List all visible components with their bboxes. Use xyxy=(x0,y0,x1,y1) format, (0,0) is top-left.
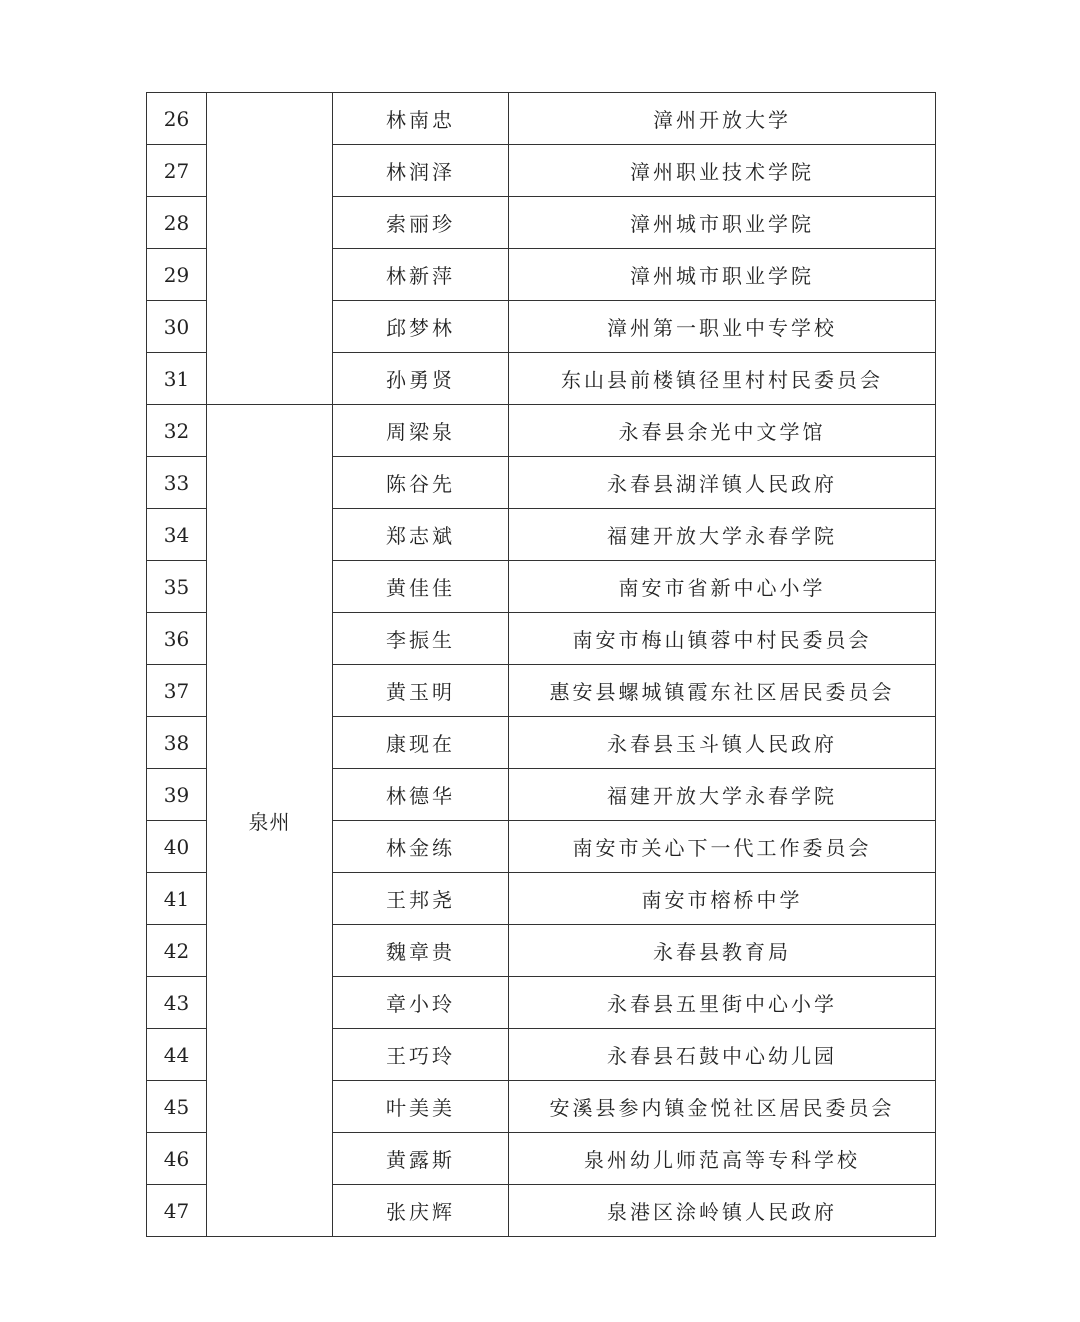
person-name: 康现在 xyxy=(333,717,509,769)
organization-name: 永春县五里街中心小学 xyxy=(509,977,936,1029)
row-number: 45 xyxy=(147,1081,207,1133)
organization-name: 泉港区涂岭镇人民政府 xyxy=(509,1185,936,1237)
organization-name: 漳州城市职业学院 xyxy=(509,197,936,249)
person-name: 黄露斯 xyxy=(333,1133,509,1185)
row-number: 47 xyxy=(147,1185,207,1237)
table-row xyxy=(147,93,936,145)
row-number: 41 xyxy=(147,873,207,925)
person-name: 林德华 xyxy=(333,769,509,821)
organization-name: 永春县余光中文学馆 xyxy=(509,405,936,457)
person-name: 叶美美 xyxy=(333,1081,509,1133)
row-number: 28 xyxy=(147,197,207,249)
row-number: 31 xyxy=(147,353,207,405)
row-number: 34 xyxy=(147,509,207,561)
person-name: 林润泽 xyxy=(333,145,509,197)
organization-name: 惠安县螺城镇霞东社区居民委员会 xyxy=(509,665,936,717)
row-number: 42 xyxy=(147,925,207,977)
roster-table-body xyxy=(147,93,936,1237)
organization-name: 永春县石鼓中心幼儿园 xyxy=(509,1029,936,1081)
organization-name: 漳州城市职业学院 xyxy=(509,249,936,301)
person-name: 周梁泉 xyxy=(333,405,509,457)
row-number: 30 xyxy=(147,301,207,353)
row-number: 32 xyxy=(147,405,207,457)
person-name: 郑志斌 xyxy=(333,509,509,561)
row-number: 35 xyxy=(147,561,207,613)
row-number: 43 xyxy=(147,977,207,1029)
person-name: 李振生 xyxy=(333,613,509,665)
organization-name: 南安市省新中心小学 xyxy=(509,561,936,613)
person-name: 章小玲 xyxy=(333,977,509,1029)
person-name: 孙勇贤 xyxy=(333,353,509,405)
organization-name: 永春县玉斗镇人民政府 xyxy=(509,717,936,769)
region-cell xyxy=(207,93,333,405)
row-number: 27 xyxy=(147,145,207,197)
row-number: 39 xyxy=(147,769,207,821)
organization-name: 安溪县参内镇金悦社区居民委员会 xyxy=(509,1081,936,1133)
person-name: 陈谷先 xyxy=(333,457,509,509)
person-name: 索丽珍 xyxy=(333,197,509,249)
organization-name: 南安市梅山镇蓉中村民委员会 xyxy=(509,613,936,665)
organization-name: 泉州幼儿师范高等专科学校 xyxy=(509,1133,936,1185)
organization-name: 漳州开放大学 xyxy=(509,93,936,145)
row-number: 38 xyxy=(147,717,207,769)
roster-table-container xyxy=(146,92,936,1237)
person-name: 邱梦林 xyxy=(333,301,509,353)
row-number: 37 xyxy=(147,665,207,717)
table-row xyxy=(147,405,936,457)
organization-name: 永春县教育局 xyxy=(509,925,936,977)
organization-name: 永春县湖洋镇人民政府 xyxy=(509,457,936,509)
person-name: 王邦尧 xyxy=(333,873,509,925)
person-name: 林南忠 xyxy=(333,93,509,145)
organization-name: 东山县前楼镇径里村村民委员会 xyxy=(509,353,936,405)
organization-name: 南安市关心下一代工作委员会 xyxy=(509,821,936,873)
row-number: 26 xyxy=(147,93,207,145)
region-cell: 泉州 xyxy=(207,405,333,1237)
organization-name: 福建开放大学永春学院 xyxy=(509,509,936,561)
organization-name: 福建开放大学永春学院 xyxy=(509,769,936,821)
row-number: 40 xyxy=(147,821,207,873)
person-name: 黄佳佳 xyxy=(333,561,509,613)
person-name: 林新萍 xyxy=(333,249,509,301)
organization-name: 漳州职业技术学院 xyxy=(509,145,936,197)
row-number: 46 xyxy=(147,1133,207,1185)
person-name: 魏章贵 xyxy=(333,925,509,977)
organization-name: 南安市榕桥中学 xyxy=(509,873,936,925)
person-name: 林金练 xyxy=(333,821,509,873)
person-name: 王巧玲 xyxy=(333,1029,509,1081)
person-name: 黄玉明 xyxy=(333,665,509,717)
person-name: 张庆辉 xyxy=(333,1185,509,1237)
row-number: 36 xyxy=(147,613,207,665)
row-number: 44 xyxy=(147,1029,207,1081)
row-number: 29 xyxy=(147,249,207,301)
organization-name: 漳州第一职业中专学校 xyxy=(509,301,936,353)
roster-table xyxy=(146,92,936,1237)
row-number: 33 xyxy=(147,457,207,509)
